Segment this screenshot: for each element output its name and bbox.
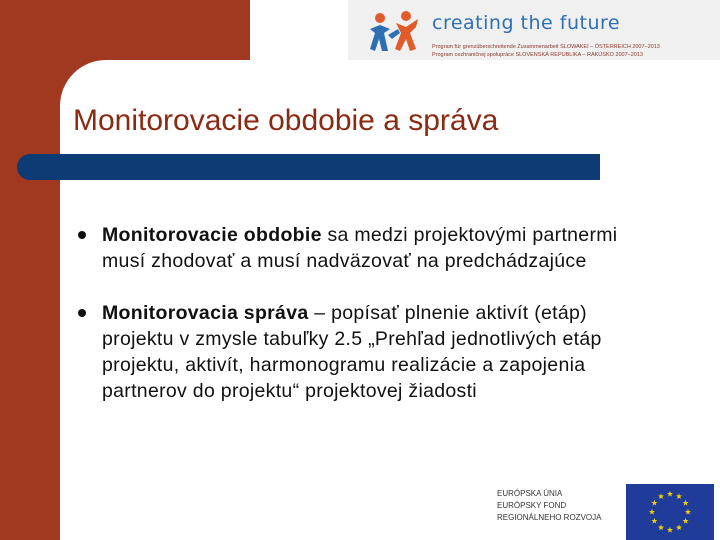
bullet-dot-icon (78, 309, 86, 317)
bullet-text: sa medzi projektovými partnermi musí zhodovať a musí nadväzovať na predchádzajúce (102, 224, 618, 272)
eu-star (676, 524, 682, 530)
eu-star (651, 518, 657, 524)
eu-star (683, 518, 689, 524)
eu-star (683, 500, 689, 506)
bullet-term: Monitorovacie obdobie (102, 224, 322, 246)
eu-label-line-2: EURÓPSKY FOND (497, 501, 567, 510)
eu-fund-label (497, 488, 601, 524)
eu-star (649, 509, 655, 515)
program-logo (348, 0, 720, 62)
logo-subline-1: Program für grenzüberschreitende Zusammenarbeit SLOWAKEI – ÖSTERREICH 2007–2013 (432, 44, 660, 50)
people-figures-icon (366, 9, 428, 57)
eu-label-line-1: EURÓPSKA ÚNIA (497, 489, 563, 498)
bullet-list (78, 222, 638, 430)
bullet-item (78, 300, 638, 404)
eu-star (658, 493, 664, 499)
eu-star (685, 509, 691, 515)
eu-star (676, 493, 682, 499)
eu-flag-icon (626, 484, 714, 540)
eu-star (667, 527, 673, 533)
slide-title: Monitorovacie obdobie a správa (73, 104, 499, 137)
bullet-term: Monitorovacia správa (102, 302, 309, 324)
logo-subline-2: Program cezhraničnej spolupráce SLOVENSKÁ REPUBLIKA – RAKÚSKO 2007–2013 (432, 52, 643, 58)
logo-headline: creating the future (432, 12, 621, 34)
eu-star (667, 491, 673, 497)
eu-label-line-3: REGIONÁLNEHO ROZVOJA (497, 513, 602, 522)
eu-stars-icon (626, 484, 714, 540)
title-underline-bar (17, 154, 600, 180)
eu-star (651, 500, 657, 506)
bullet-dot-icon (78, 231, 86, 239)
bullet-text: – popísať plnenie aktivít (etáp) projektu v zmysle tabuľky 2.5 „Prehľad jednotlivých etáp projektu, aktivít, harmonogramu realizácie a zapojenia partnerov do projektu“ projektovej žiadosti (102, 302, 602, 402)
bullet-item (78, 222, 638, 274)
eu-star (658, 524, 664, 530)
